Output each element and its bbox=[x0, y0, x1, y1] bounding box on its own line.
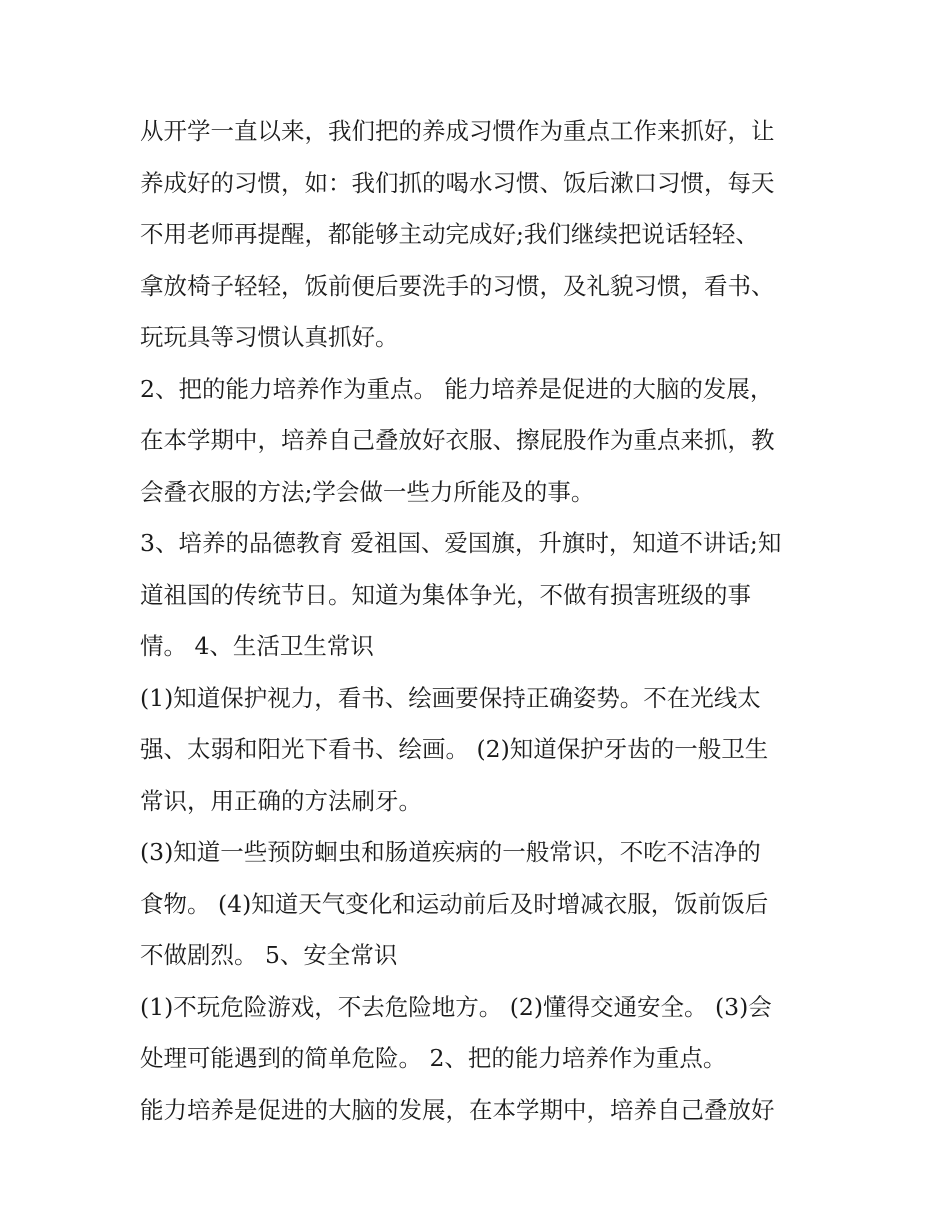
document-body bbox=[140, 106, 820, 1136]
text-line: 从开学一直以来，我们把的养成习惯作为重点工作来抓好，让 bbox=[140, 117, 775, 145]
text-line: (3)知道一些预防蛔虫和肠道疾病的一般常识，不吃不洁净的 bbox=[140, 838, 761, 866]
text-line: 会叠衣服的方法;学会做一些力所能及的事。 bbox=[140, 477, 595, 506]
text-line: 不用老师再提醒，都能够主动完成好;我们继续把说话轻轻、 bbox=[140, 220, 759, 248]
text-line: 2、把的能力培养作为重点。 能力培养是促进的大脑的发展， bbox=[140, 374, 774, 403]
text-line: 道祖国的传统节日。知道为集体争光，不做有损害班级的事 bbox=[140, 580, 751, 609]
text-line: 处理可能遇到的简单危险。 2、把的能力培养作为重点。 bbox=[140, 1044, 727, 1072]
text-line: 强、太弱和阳光下看书、绘画。 (2)知道保护牙齿的一般卫生 bbox=[140, 735, 769, 763]
text-line: 玩玩具等习惯认真抓好。 bbox=[140, 323, 399, 351]
text-line: 养成好的习惯，如：我们抓的喝水习惯、饭后漱口习惯，每天 bbox=[140, 168, 775, 197]
text-line: 能力培养是促进的大脑的发展，在本学期中，培养自己叠放好 bbox=[140, 1095, 775, 1124]
text-line: 常识，用正确的方法刷牙。 bbox=[140, 786, 422, 815]
text-line: 在本学期中，培养自己叠放好衣服、擦屁股作为重点来抓，教 bbox=[140, 426, 775, 454]
text-line: 食物。 (4)知道天气变化和运动前后及时增减衣服，饭前饭后 bbox=[140, 889, 769, 918]
text-line: (1)不玩危险游戏，不去危险地方。 (2)懂得交通安全。 (3)会 bbox=[140, 992, 772, 1021]
text-line: 3、培养的品德教育 爱祖国、爱国旗，升旗时，知道不讲话;知 bbox=[140, 529, 782, 557]
text-line: 拿放椅子轻轻，饭前便后要洗手的习惯，及礼貌习惯，看书、 bbox=[140, 271, 775, 300]
text-line: 不做剧烈。 5、安全常识 bbox=[140, 941, 398, 969]
text-line: 情。 4、生活卫生常识 bbox=[140, 632, 374, 660]
text-line: (1)知道保护视力，看书、绘画要保持正确姿势。不在光线太 bbox=[140, 683, 761, 712]
